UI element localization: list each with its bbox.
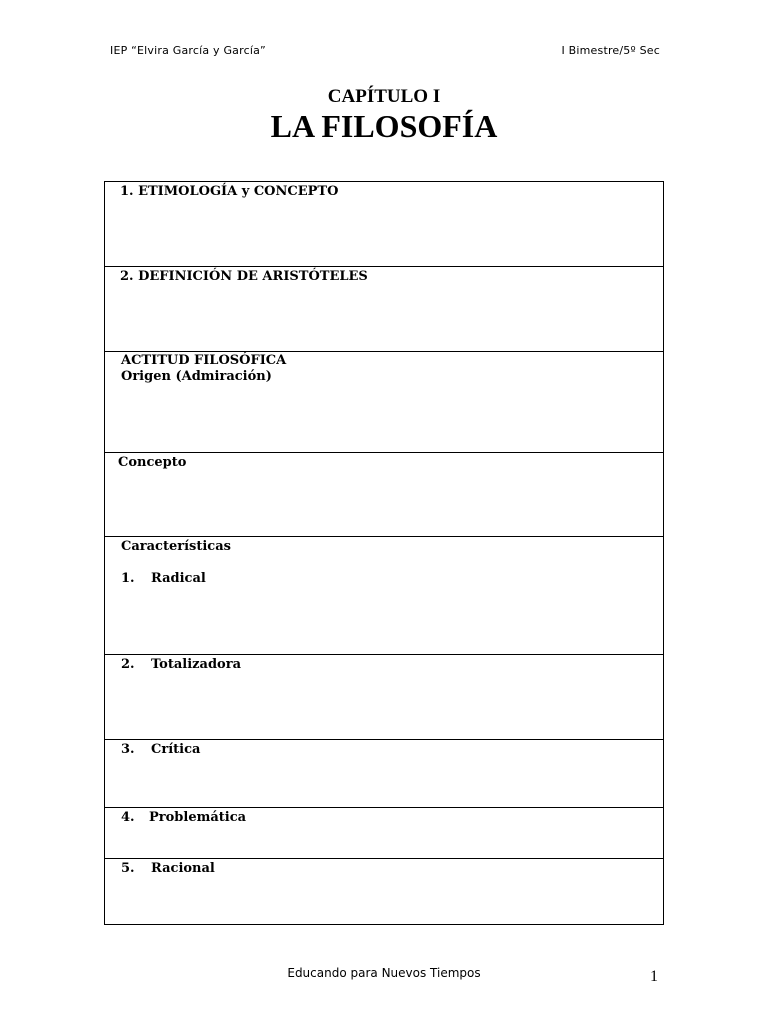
row-concepto (105, 453, 663, 537)
item-number: 4. (121, 810, 135, 825)
row-racional (105, 859, 663, 925)
row-etimologia (105, 182, 663, 267)
item-number: 3. (121, 742, 135, 757)
footer-motto: Educando para Nuevos Tiempos (287, 966, 481, 980)
item-problematica (121, 810, 246, 825)
etimologia-label: 1. ETIMOLOGÍA y CONCEPTO (120, 184, 339, 199)
item-number: 5. (121, 861, 135, 876)
item-radical (121, 571, 206, 586)
item-number: 2. (121, 657, 135, 672)
item-label: Racional (151, 861, 215, 876)
actitud-title: ACTITUD FILOSÓFICA (121, 353, 287, 368)
page-title: LA FILOSOFÍA (270, 108, 498, 144)
actitud-origen: Origen (Admiración) (121, 369, 272, 384)
item-label: Problemática (149, 810, 247, 825)
row-definicion (105, 267, 663, 352)
row-actitud (105, 352, 663, 453)
row-caracteristicas (105, 537, 663, 655)
definicion-label: 2. DEFINICIÓN DE ARISTÓTELES (120, 269, 368, 284)
item-label: Radical (151, 571, 206, 586)
caracteristicas-label: Características (121, 539, 231, 554)
header-term: I Bimestre/5º Sec (561, 44, 660, 57)
item-number: 1. (121, 571, 135, 586)
item-label: Totalizadora (151, 657, 241, 672)
row-critica (105, 740, 663, 808)
item-racional (121, 861, 215, 876)
item-totalizadora (121, 657, 241, 672)
row-problematica (105, 808, 663, 859)
item-label: Crítica (151, 742, 201, 757)
page-number: 1 (650, 968, 658, 985)
row-totalizadora (105, 655, 663, 740)
concepto-label: Concepto (118, 455, 187, 470)
header-school-name: IEP “Elvira García y García” (110, 44, 266, 57)
item-critica (121, 742, 200, 757)
chapter-heading: CAPÍTULO I (327, 86, 441, 107)
worksheet-table (104, 181, 664, 925)
